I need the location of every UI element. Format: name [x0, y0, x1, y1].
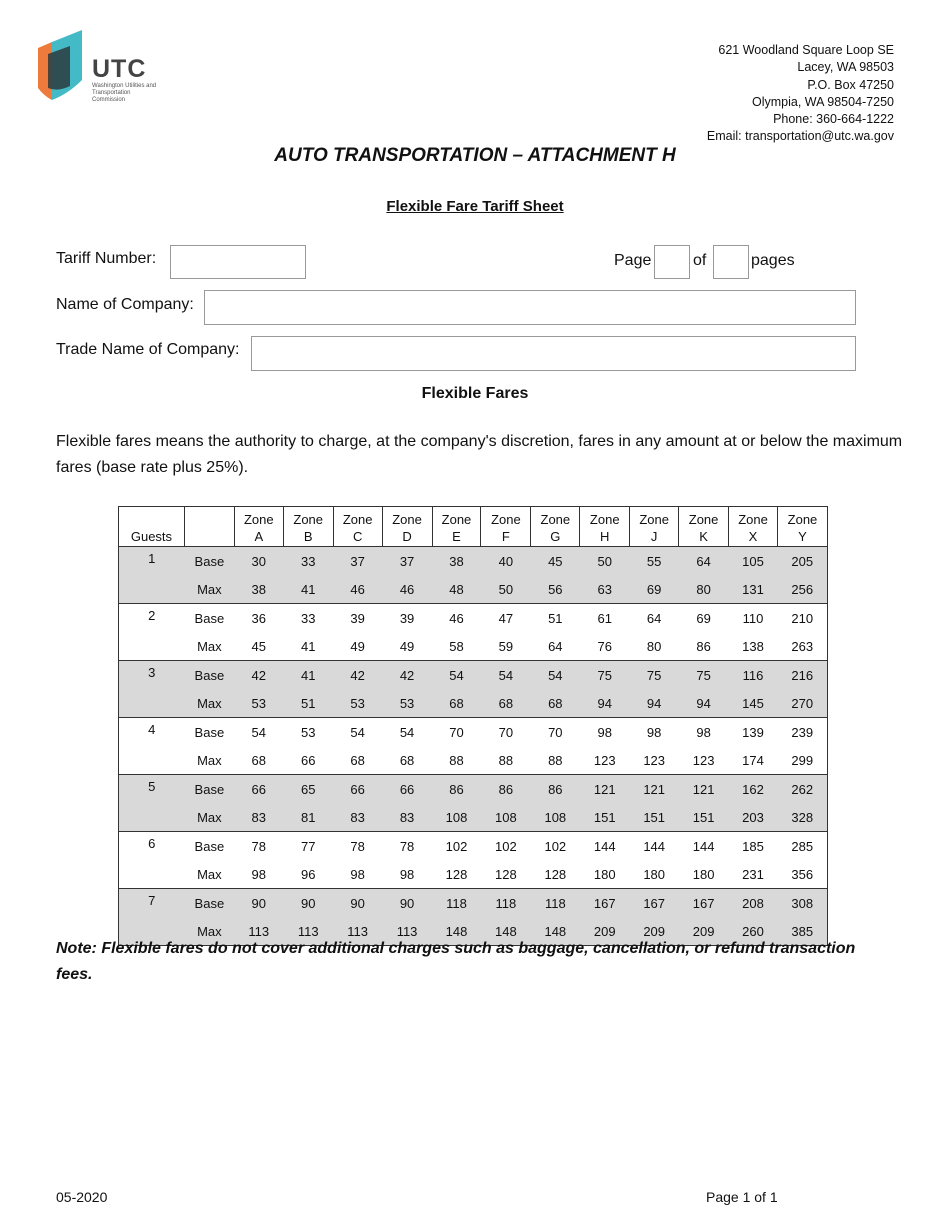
tariff-number-label: Tariff Number:: [56, 250, 157, 267]
zone-word: Zone: [738, 512, 768, 527]
zone-header-b: [283, 507, 333, 547]
logo-wordmark: UTC: [92, 55, 147, 83]
fare-cell: 58: [449, 638, 464, 654]
address-line: Lacey, WA 98503: [797, 60, 894, 75]
zone-word: Zone: [243, 512, 274, 527]
rate-type-cell: Base: [184, 775, 234, 804]
page-number-field[interactable]: [654, 245, 690, 279]
fare-cell: 54: [333, 718, 382, 747]
fare-cell: 42: [333, 661, 382, 690]
table-row: [119, 661, 828, 690]
table-row: [119, 746, 828, 775]
fare-cell: 55: [630, 547, 679, 576]
fare-cell: 51: [283, 689, 333, 718]
fare-cell: 68: [350, 752, 365, 768]
table-row: [119, 547, 828, 576]
zone-letter: X: [748, 529, 758, 544]
rate-type-cell: Max: [184, 917, 234, 946]
zone-word: Zone: [540, 512, 571, 527]
fare-cell: 128: [544, 866, 567, 882]
fare-cell: 131: [729, 575, 778, 604]
fare-cell: 63: [580, 575, 630, 604]
fare-cell: 66: [382, 775, 432, 804]
rate-type-cell: Max: [197, 752, 222, 768]
fare-cell: 113: [333, 917, 382, 946]
fare-cell: 86: [481, 775, 531, 804]
table-header-row: [119, 507, 828, 547]
zone-header-y: [777, 507, 827, 547]
logo-subtitle: Washington Utilities and Transportation Commission: [92, 83, 157, 103]
zone-letter: D: [402, 529, 412, 544]
fare-cell: 37: [333, 547, 382, 576]
fare-cell: 88: [548, 752, 563, 768]
fare-cell: 54: [382, 718, 432, 747]
address-line: 621 Woodland Square Loop SE: [718, 43, 894, 57]
table-row: [119, 604, 828, 633]
fare-cell: 116: [729, 661, 778, 690]
guests-cell: 1: [119, 547, 185, 576]
table-row: [119, 632, 828, 661]
fare-cell: 46: [333, 575, 382, 604]
fare-cell: 260: [729, 917, 778, 946]
fare-cell: 162: [729, 775, 778, 804]
fare-cell: 38: [432, 547, 481, 576]
company-name-label: Name of Company:: [56, 296, 194, 313]
company-name-field[interactable]: [204, 290, 856, 325]
zone-letter: A: [254, 529, 264, 544]
zone-header-c: [333, 507, 382, 547]
fare-cell: 80: [646, 638, 662, 654]
zone-letter: G: [550, 529, 561, 544]
guests-cell: 3: [119, 661, 185, 690]
rate-type-cell: Max: [184, 689, 234, 718]
fare-cell: 49: [399, 638, 415, 654]
sheet-title-text: Flexible Fare Tariff Sheet: [386, 198, 564, 215]
guests-cell: [119, 575, 185, 604]
fare-cell: 69: [630, 575, 679, 604]
fare-cell: 98: [679, 718, 729, 747]
fare-cell: 94: [679, 689, 729, 718]
fare-cell: 41: [283, 661, 333, 690]
fare-cell: 203: [729, 803, 778, 832]
fare-cell: 110: [729, 604, 778, 633]
rate-type-cell: Base: [184, 889, 234, 918]
trade-name-field[interactable]: [251, 336, 856, 371]
fare-cell: 66: [300, 752, 316, 768]
fare-cell: 38: [234, 575, 283, 604]
fare-cell: 385: [777, 917, 827, 946]
fare-cell: 56: [531, 575, 580, 604]
fare-cell: 216: [777, 661, 827, 690]
address-line: Olympia, WA 98504-7250: [752, 94, 894, 109]
fare-cell: 80: [679, 575, 729, 604]
pages-label: pages: [751, 252, 795, 269]
guests-cell: [119, 746, 185, 775]
fare-cell: 48: [432, 575, 481, 604]
fare-cell: 121: [679, 775, 729, 804]
fare-cell: 205: [777, 547, 827, 576]
fare-cell: 174: [742, 752, 764, 768]
table-row: [119, 718, 828, 747]
fare-cell: 98: [399, 866, 415, 882]
fare-cell: 45: [251, 638, 267, 654]
zone-word: Zone: [589, 512, 620, 527]
fare-cell: 239: [777, 718, 827, 747]
fare-cell: 33: [283, 547, 333, 576]
fare-cell: 180: [643, 866, 666, 882]
table-row: [119, 889, 828, 918]
fare-cell: 64: [630, 604, 679, 633]
fare-cell: 61: [580, 604, 630, 633]
zone-header-x: [729, 507, 778, 547]
fare-cell: 118: [432, 889, 481, 918]
fare-cell: 105: [729, 547, 778, 576]
zone-word: Zone: [491, 512, 521, 527]
guests-cell: [119, 632, 185, 661]
fare-cell: 51: [531, 604, 580, 633]
zone-word: Zone: [688, 512, 719, 527]
fare-cell: 64: [548, 638, 563, 654]
fare-cell: 151: [630, 803, 679, 832]
fare-cell: 54: [481, 661, 531, 690]
fare-cell: 108: [432, 803, 481, 832]
zone-word: Zone: [441, 512, 472, 527]
zone-header-k: [679, 507, 729, 547]
tariff-number-field[interactable]: [170, 245, 306, 279]
table-row: [119, 575, 828, 604]
fare-cell: 123: [643, 752, 666, 768]
fare-cell: 180: [593, 866, 616, 882]
fare-cell: 75: [580, 661, 630, 690]
fare-cell: 65: [283, 775, 333, 804]
zone-letter: Y: [798, 529, 807, 544]
fare-table: [118, 506, 828, 946]
table-row: [119, 689, 828, 718]
fare-cell: 139: [729, 718, 778, 747]
fare-cell: 94: [630, 689, 679, 718]
zone-letter: F: [501, 529, 510, 544]
fare-cell: 50: [481, 575, 531, 604]
fare-cell: 33: [283, 604, 333, 633]
fare-cell: 42: [234, 661, 283, 690]
rate-type-cell: Max: [197, 866, 222, 882]
table-row: [119, 832, 828, 861]
fare-cell: 210: [777, 604, 827, 633]
fare-cell: 41: [300, 638, 316, 654]
footer-page-number: Page 1 of 1: [706, 1189, 778, 1205]
fare-cell: 75: [679, 661, 729, 690]
fare-cell: 81: [283, 803, 333, 832]
fare-cell: 108: [481, 803, 531, 832]
fare-cell: 46: [382, 575, 432, 604]
fare-cell: 144: [580, 832, 630, 861]
fare-cell: 98: [630, 718, 679, 747]
fare-cell: 78: [333, 832, 382, 861]
fare-cell: 148: [531, 917, 580, 946]
rate-type-cell: Base: [184, 832, 234, 861]
rate-type-cell: Base: [184, 718, 234, 747]
fare-cell: 78: [382, 832, 432, 861]
fare-cell: 70: [432, 718, 481, 747]
fare-cell: 88: [449, 752, 464, 768]
rate-type-cell: Max: [184, 575, 234, 604]
guests-cell: 5: [119, 775, 185, 804]
fare-cell: 209: [630, 917, 679, 946]
fare-cell: 76: [597, 638, 612, 654]
footer-date: 05-2020: [56, 1189, 108, 1205]
table-row: [119, 860, 828, 889]
guests-cell: [119, 689, 185, 718]
fare-cell: 128: [445, 866, 468, 882]
fare-cell: 41: [283, 575, 333, 604]
fare-cell: 68: [399, 752, 415, 768]
fare-cell: 90: [283, 889, 333, 918]
fare-cell: 148: [432, 917, 481, 946]
fare-cell: 54: [234, 718, 283, 747]
fare-cell: 144: [630, 832, 679, 861]
fare-cell: 68: [432, 689, 481, 718]
fare-cell: 151: [679, 803, 729, 832]
fare-cell: 94: [580, 689, 630, 718]
fare-cell: 83: [382, 803, 432, 832]
fare-cell: 50: [580, 547, 630, 576]
fare-cell: 123: [593, 752, 616, 768]
fare-cell: 144: [679, 832, 729, 861]
fare-cell: 53: [283, 718, 333, 747]
fare-cell: 30: [234, 547, 283, 576]
trade-name-label: Trade Name of Company:: [56, 341, 240, 358]
zone-header-a: [234, 507, 283, 547]
fare-cell: 121: [580, 775, 630, 804]
zone-header-e: [432, 507, 481, 547]
zone-letter: E: [452, 529, 461, 544]
fare-cell: 256: [777, 575, 827, 604]
fare-cell: 86: [432, 775, 481, 804]
fare-cell: 66: [234, 775, 283, 804]
fare-cell: 68: [481, 689, 531, 718]
fare-cell: 138: [742, 638, 764, 654]
zone-letter: H: [600, 529, 610, 544]
fare-cell: 49: [350, 638, 365, 654]
fare-cell: 98: [580, 718, 630, 747]
fare-cell: 53: [382, 689, 432, 718]
fare-cell: 263: [777, 632, 827, 661]
fare-cell: 231: [742, 866, 764, 882]
fare-cell: 118: [531, 889, 580, 918]
flexible-fares-heading: Flexible Fares: [421, 385, 529, 402]
fare-cell: 77: [283, 832, 333, 861]
fare-cell: 70: [481, 718, 531, 747]
fare-cell: 90: [234, 889, 283, 918]
fare-cell: 39: [382, 604, 432, 633]
fare-cell: 64: [679, 547, 729, 576]
fare-cell: 90: [382, 889, 432, 918]
fare-cell: 46: [432, 604, 481, 633]
address-block: [707, 42, 894, 146]
fare-cell: 68: [251, 752, 267, 768]
zone-letter: C: [352, 529, 363, 544]
fare-cell: 54: [531, 661, 580, 690]
document-title: AUTO TRANSPORTATION – ATTACHMENT H: [274, 145, 676, 166]
guests-cell: [119, 803, 185, 832]
fare-cell: 113: [382, 917, 432, 946]
fare-cell: 86: [696, 638, 711, 654]
rate-type-cell: Base: [184, 661, 234, 690]
fare-cell: 90: [333, 889, 382, 918]
zone-word: Zone: [342, 512, 373, 527]
fare-cell: 167: [580, 889, 630, 918]
fare-cell: 66: [333, 775, 382, 804]
fare-cell: 185: [729, 832, 778, 861]
fare-cell: 45: [531, 547, 580, 576]
rate-type-cell: Base: [184, 604, 234, 633]
fare-cell: 328: [777, 803, 827, 832]
fare-cell: 270: [777, 689, 827, 718]
zone-header-h: [580, 507, 630, 547]
zone-word: Zone: [392, 512, 422, 527]
fare-cell: 262: [777, 775, 827, 804]
fare-cell: 102: [481, 832, 531, 861]
fare-cell: 128: [495, 866, 517, 882]
fare-cell: 167: [679, 889, 729, 918]
rate-type-header: [184, 507, 234, 547]
of-label: of: [693, 252, 707, 269]
fare-cell: 59: [498, 638, 514, 654]
fare-cell: 86: [531, 775, 580, 804]
address-line: P.O. Box 47250: [807, 77, 894, 92]
fare-cell: 118: [481, 889, 531, 918]
fare-cell: 68: [531, 689, 580, 718]
fare-cell: 145: [729, 689, 778, 718]
fare-cell: 151: [580, 803, 630, 832]
fare-cell: 108: [531, 803, 580, 832]
fare-cell: 78: [234, 832, 283, 861]
fare-cell: 36: [234, 604, 283, 633]
fare-cell: 53: [333, 689, 382, 718]
fare-cell: 299: [777, 746, 827, 775]
fare-cell: 98: [350, 866, 365, 882]
zone-header-j: [630, 507, 679, 547]
address-line: Email: transportation@utc.wa.gov: [706, 129, 894, 144]
fare-cell: 113: [234, 917, 283, 946]
fare-cell: 208: [729, 889, 778, 918]
zone-letter: J: [650, 529, 658, 544]
fare-cell: 209: [679, 917, 729, 946]
zone-letter: K: [699, 529, 708, 544]
fare-cell: 102: [432, 832, 481, 861]
zone-header-d: [382, 507, 432, 547]
fare-cell: 121: [630, 775, 679, 804]
fare-cell: 54: [432, 661, 481, 690]
fare-cell: 53: [234, 689, 283, 718]
fare-cell: 102: [531, 832, 580, 861]
fare-cell: 83: [234, 803, 283, 832]
sheet-title: [0, 198, 950, 215]
rate-type-cell: Max: [197, 638, 222, 654]
guests-cell: 4: [119, 718, 185, 747]
guests-cell: 2: [119, 604, 185, 633]
fare-cell: 285: [777, 832, 827, 861]
fare-cell: 88: [498, 752, 514, 768]
fare-cell: 180: [692, 866, 715, 882]
fare-cell: 209: [580, 917, 630, 946]
zone-word: Zone: [293, 512, 324, 527]
fare-cell: 113: [283, 917, 333, 946]
fare-cell: 39: [333, 604, 382, 633]
fare-cell: 83: [333, 803, 382, 832]
guests-cell: 7: [119, 889, 185, 918]
page-label: Page: [614, 252, 652, 269]
fare-cell: 37: [382, 547, 432, 576]
rate-type-cell: Max: [184, 803, 234, 832]
fare-cell: 69: [679, 604, 729, 633]
fare-cell: 75: [630, 661, 679, 690]
fare-cell: 70: [531, 718, 580, 747]
table-row: [119, 775, 828, 804]
fare-cell: 96: [300, 866, 316, 882]
fare-cell: 47: [481, 604, 531, 633]
total-pages-field[interactable]: [713, 245, 749, 279]
fare-cell: 42: [382, 661, 432, 690]
fare-cell: 356: [777, 860, 827, 889]
fare-cell: 40: [481, 547, 531, 576]
rate-type-cell: Base: [184, 547, 234, 576]
address-line: Phone: 360-664-1222: [773, 112, 894, 127]
zone-header-g: [531, 507, 580, 547]
fare-cell: 123: [692, 752, 715, 768]
flexible-fares-description: Flexible fares means the authority to charge, at the company's discretion, fares in any amount at or below the maximum fares (base rate plus 25%).: [56, 433, 903, 476]
guests-cell: 6: [119, 832, 185, 861]
fare-cell: 167: [630, 889, 679, 918]
zone-word: Zone: [639, 512, 669, 527]
fare-cell: 148: [481, 917, 531, 946]
zone-letter: B: [303, 529, 313, 544]
fare-cell: 308: [777, 889, 827, 918]
table-row: [119, 803, 828, 832]
guests-header: Guests: [119, 507, 185, 547]
zone-word: Zone: [787, 512, 818, 527]
guests-cell: [119, 860, 185, 889]
fees-note: Note: Flexible fares do not cover additional charges such as baggage, cancellation, or refund transaction fees.: [56, 940, 856, 983]
fare-cell: 98: [251, 866, 267, 882]
zone-header-f: [481, 507, 531, 547]
